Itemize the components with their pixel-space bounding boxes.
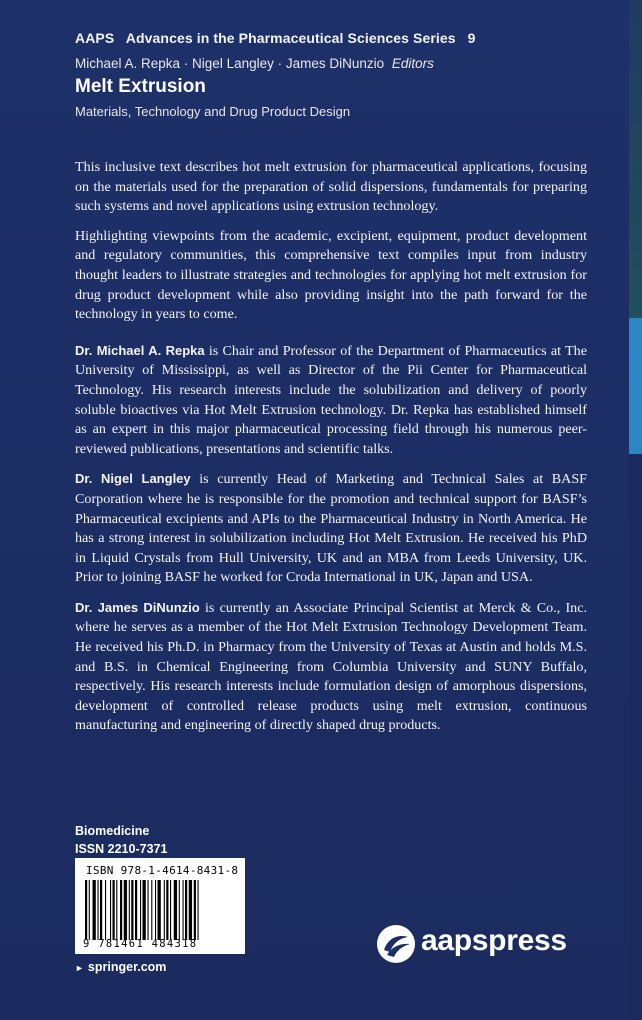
- book-title: Melt Extrusion: [75, 76, 206, 97]
- springer-url: springer.com: [87, 960, 167, 974]
- bio-paragraph-langley: [75, 469, 587, 588]
- book-subtitle: Materials, Technology and Drug Product Design: [75, 104, 351, 119]
- bio-text: is currently an Associate Principal Scientist at Merck & Co., Inc. where he serves as a member of the Hot Melt Extrusion Technology Development Team. He received his Ph.D. in Pharmacy from the University of Texas at Austin and holds M.S. and B.S. in Chemical Engineering from Columbia University and SUNY Buffalo, respectively. His research interests include formulation design of amorphous dispersions, development of controlled release products using melt extrusion, continuous manufacturing and engineering of directly shaped drug products.: [75, 599, 588, 734]
- springer-link[interactable]: [75, 960, 166, 974]
- bio-paragraph-dinunzio: [75, 598, 587, 736]
- aapspress-logo: [376, 922, 586, 966]
- aapspress-wordmark: aapspress: [421, 924, 567, 957]
- aapspress-icon: [376, 924, 416, 964]
- series-name: Advances in the Pharmaceutical Sciences Series: [125, 30, 456, 46]
- cover-header: [75, 30, 595, 119]
- editors-line: [75, 56, 595, 71]
- subject-category: Biomedicine: [75, 824, 150, 838]
- series-publisher: AAPS: [75, 30, 115, 46]
- editor-names: Michael A. Repka · Nigel Langley · James DiNunzio: [75, 56, 385, 71]
- isbn-label: ISBN 978-1-4614-8431-8: [86, 864, 239, 877]
- bio-text: is Chair and Professor of the Department of Pharmaceutics at The University of Mississippi, as well as Director of the Pii Center for Pharmaceutical Technology. His research interests include the solubilization and delivery of poorly soluble bioactives via Hot Melt Extrusion technology. Dr. Repka has established himself as an expert in this major pharmaceutical processing field through his numerous peer-reviewed publications, presentations and scientific talks.: [75, 342, 587, 457]
- description-paragraph: This inclusive text describes hot melt extrusion for pharmaceutical applications, focusing on the materials used for the preparation of solid dispersions, fundamentals for preparing such systems and novel applications using extrusion technology.: [75, 159, 587, 215]
- arrow-right-icon: ►: [75, 963, 84, 973]
- cover-edge-teal-band: [629, 0, 642, 318]
- series-line: [75, 30, 595, 46]
- barcode-bars: [85, 880, 235, 940]
- description-paragraph: Highlighting viewpoints from the academic, excipient, equipment, product development and regulatory communities, this comprehensive text compiles input from industry thought leaders to illustrate strategies and technologies for applying hot melt extrusion for drug product development while also providing insight into the path forward for the technology in years to come.: [75, 227, 587, 323]
- bio-name: Dr. James DiNunzio: [75, 599, 200, 615]
- editors-role: Editors: [391, 56, 434, 71]
- issn: ISSN 2210-7371: [75, 842, 168, 856]
- series-number: 9: [467, 30, 476, 46]
- cover-body-text: [75, 158, 587, 746]
- bio-paragraph-repka: [75, 341, 587, 460]
- catalog-info: [75, 822, 167, 858]
- bio-name: Dr. Michael A. Repka: [75, 342, 205, 358]
- isbn-digits: 9 781461 484318: [83, 938, 198, 950]
- cover-edge-blue-band: [629, 318, 642, 454]
- isbn-barcode: [75, 858, 245, 954]
- bio-name: Dr. Nigel Langley: [75, 471, 191, 487]
- bio-text: is currently Head of Marketing and Technical Sales at BASF Corporation where he is responsible for the promotion and technical support for BASF’s Pharmaceutical excipients and APIs to the Pharmaceutical Industry in North America. He has a strong interest in solubilization including Hot Melt Extrusion. He received his PhD in Liquid Crystals from Hull University, UK and an MBA from Leeds University, UK. Prior to joining BASF he worked for Croda International in UK, Japan and USA.: [75, 471, 587, 586]
